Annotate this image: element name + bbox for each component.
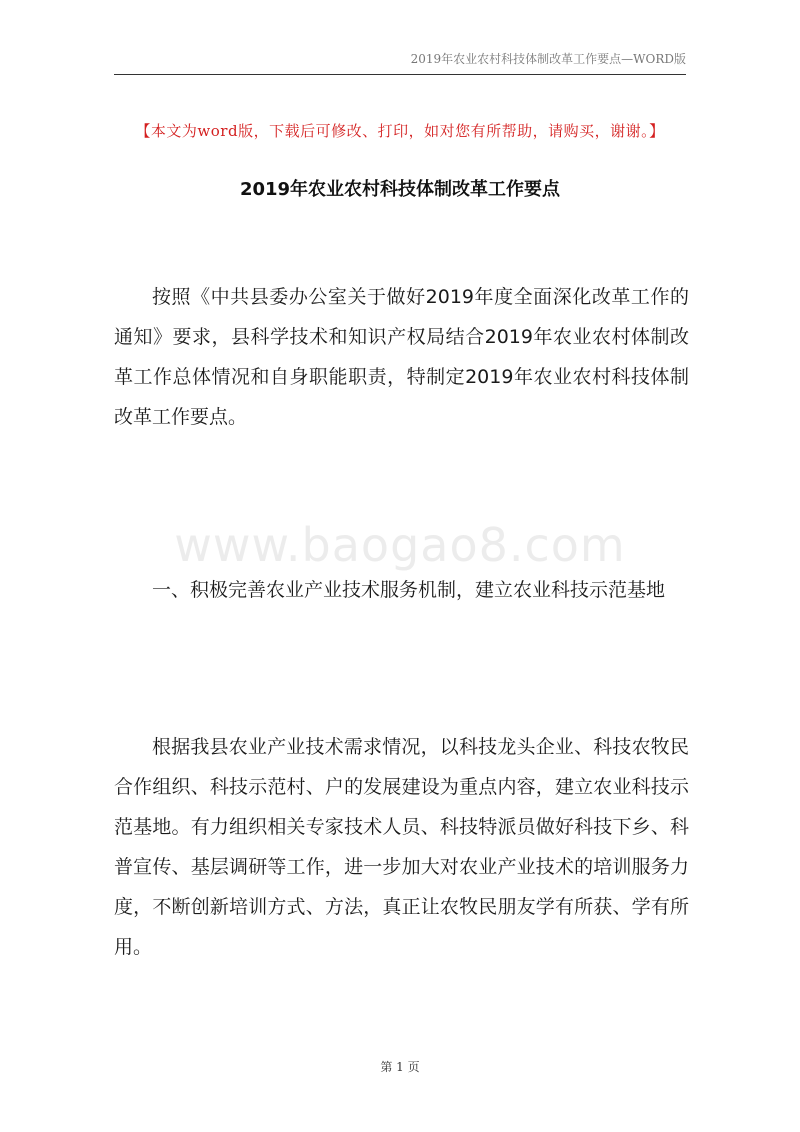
intro-paragraph: 按照《中共县委办公室关于做好2019年度全面深化改革工作的通知》要求，县科学技术和知识产权局结合2019年农业农村体制改革工作总体情况和自身职能职责，特制定2019年农业农村科技体制改革工作要点。: [114, 286, 689, 428]
purchase-notice: 【本文为word版，下载后可修改、打印，如对您有所帮助，请购买，谢谢。】: [135, 122, 665, 140]
document-title: 2019年农业农村科技体制改革工作要点: [239, 179, 561, 200]
header-divider: [114, 74, 686, 75]
page-number: 第 1 页: [380, 1060, 420, 1074]
body-paragraph-2: 根据我县农业产业技术需求情况，以科技龙头企业、科技农牧民合作组织、科技示范村、户的发展建设为重点内容，建立农业科技示范基地。有力组织相关专家技术人员、科技特派员做好科技下乡、科普宣传、基层调研等工作，进一步加大对农业产业技术的培训服务力度，不断创新培训方式、方法，真正让农牧民朋友学有所获、学有所用。: [114, 736, 689, 958]
running-header: 2019年农业农村科技体制改革工作要点—WORD版: [410, 52, 686, 66]
section-heading-1: 一、积极完善农业产业技术服务机制，建立农业科技示范基地: [152, 579, 666, 601]
watermark: www.baogao8.com: [174, 518, 626, 572]
